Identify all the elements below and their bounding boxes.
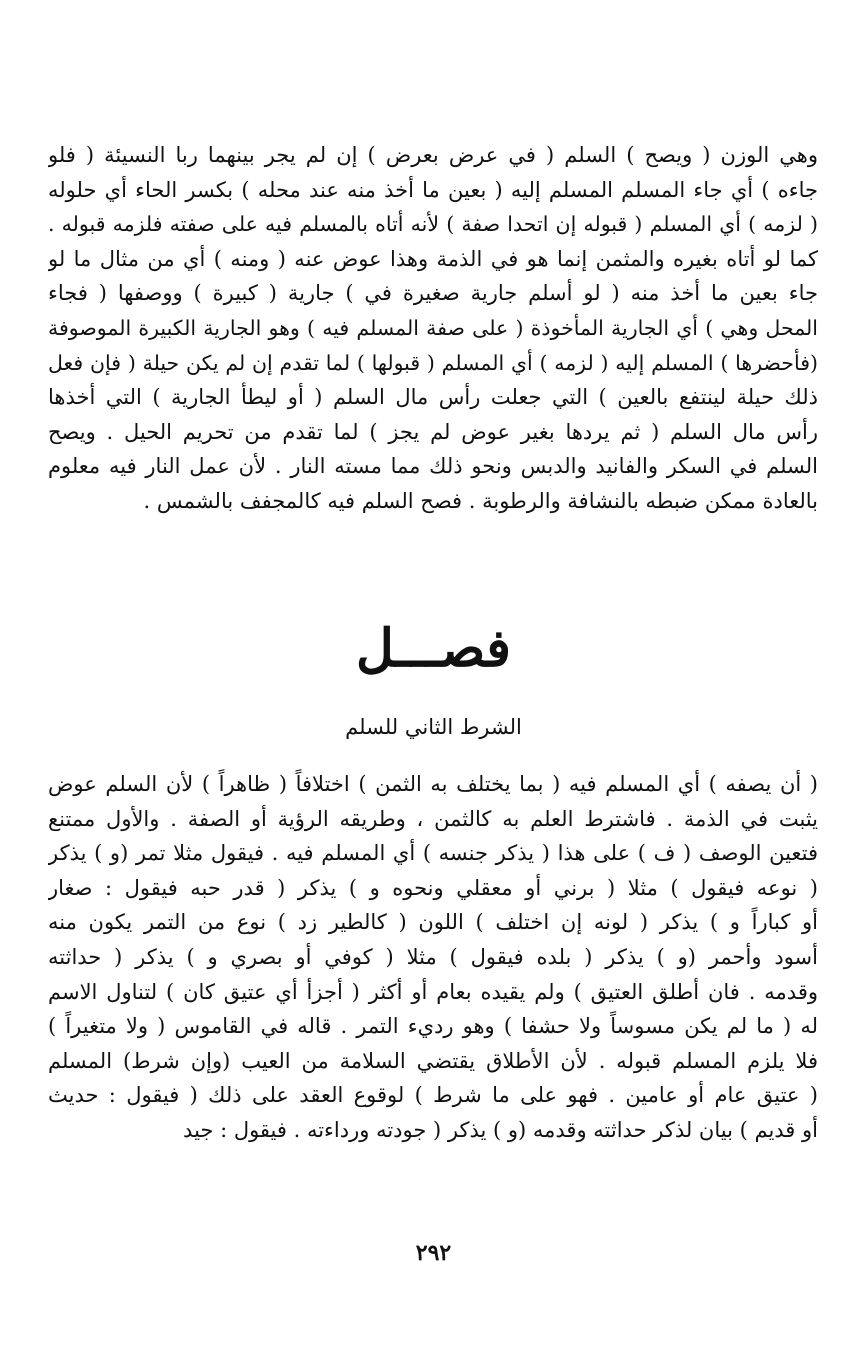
text-line: فتعين الوصف ( ف ) على هذا ( يذكر جنسه ) أي المسلم فيه . فيقول مثلا تمر (و ) يذكر	[48, 841, 818, 866]
text-line: (فأحضرها ) المسلم إليه ( لزمه ) أي المسلم ( قبولها ) لما تقدم إن لم يكن حيلة ( فإن فعل	[48, 350, 818, 375]
text-line: جاء بعين ما أخذ منه ( لو أسلم جارية صغيرة في ) جارية ( كبيرة ) ووصفها ( فجاء	[48, 281, 818, 306]
text-line: أسود وأحمر (و ) يذكر ( بلده فيقول ) مثلا ( كوفي أو بصري و ) يذكر ( حداثته	[48, 944, 818, 969]
text-line: ( أن يصفه ) أي المسلم فيه ( بما يختلف به الثمن ) اختلافاً ( ظاهراً ) لأن السلم عوض	[48, 772, 818, 796]
text-line: جاءه ) أي جاء المسلم المسلم إليه ( بعين ما أخذ منه عند محله ) بكسر الحاء أي حلوله	[48, 177, 818, 202]
text-line: ( لزمه ) أي المسلم ( قبوله إن اتحدا صفة ) لأنه أتاه بالمسلم فيه على صفته فلزمه قبوله .	[48, 212, 818, 237]
text-line: السلم في السكر والفانيد والدبس ونحو ذلك مما مسته النار . لأن عمل النار فيه معلوم	[48, 454, 818, 479]
text-line: بالعادة ممكن ضبطه بالنشافة والرطوبة . فصح السلم فيه كالمجفف بالشمس .	[143, 488, 818, 513]
section-subheading: الشرط الثاني للسلم	[345, 715, 522, 739]
text-line: ( عتيق عام أو عامين . فهو على ما شرط ) لوقوع العقد على ذلك ( فيقول : حديث	[48, 1083, 818, 1108]
text-line: وقدمه . فان أطلق العتيق ) ولم يقيده بعام أو أكثر ( أجزأ أي عتيق كان ) لتناول الاسم	[48, 979, 818, 1004]
text-line: المحل وهي ) أي الجارية المأخوذة ( على صفة المسلم فيه ) وهو الجارية الكبيرة الموصوفة	[48, 315, 818, 340]
page-number: ٢٩٢	[415, 1240, 452, 1266]
text-line: فلا يلزم المسلم قبوله . لأن الأطلاق يقتضي السلامة من العيب (وإن شرط) المسلم	[48, 1048, 818, 1073]
section-heading: فصـــل	[355, 618, 512, 679]
text-line: أو كباراً و ) يذكر ( لونه إن اختلف ) اللون ( كالطير زد ) نوع من التمر يكون منه	[48, 910, 818, 935]
text-line: كما لو أتاه بغيره والمثمن إنما هو في الذمة وهذا عوض عنه ( ومنه ) أي من مثال ما لو	[48, 246, 818, 271]
text-line: أو قديم ) بيان لذكر حداثته وقدمه (و ) يذكر ( جودته ورداءته . فيقول : جيد	[183, 1117, 818, 1142]
bottom-paragraph	[48, 767, 818, 1148]
top-paragraph	[48, 138, 818, 519]
text-line: وهي الوزن ( ويصح ) السلم ( في عرض بعرض ) إن لم يجر بينهما ربا النسيئة ( فلو	[48, 143, 818, 167]
text-line: رأس مال السلم ( ثم يردها بغير عوض لم يجز ) لما تقدم من تحريم الحيل . ويصح	[48, 419, 818, 444]
text-line: يثبت في الذمة . فاشترط العلم به كالثمن ، وطريقه الرؤية أو الصفة . والأول ممتنع	[48, 806, 818, 831]
text-line: ( نوعه فيقول ) مثلا ( برني أو معقلي ونحوه و ) يذكر ( قدر حبه فيقول : صغار	[48, 875, 818, 900]
text-line: ذلك حيلة لينتفع بالعين ) التي جعلت رأس مال السلم ( أو ليطأ الجارية ) التي أخذها	[48, 385, 818, 410]
text-line: له ( ما لم يكن مسوساً ولا حشفا ) وهو رديء التمر . قاله في القاموس ( ولا متغيراً )	[48, 1014, 818, 1039]
